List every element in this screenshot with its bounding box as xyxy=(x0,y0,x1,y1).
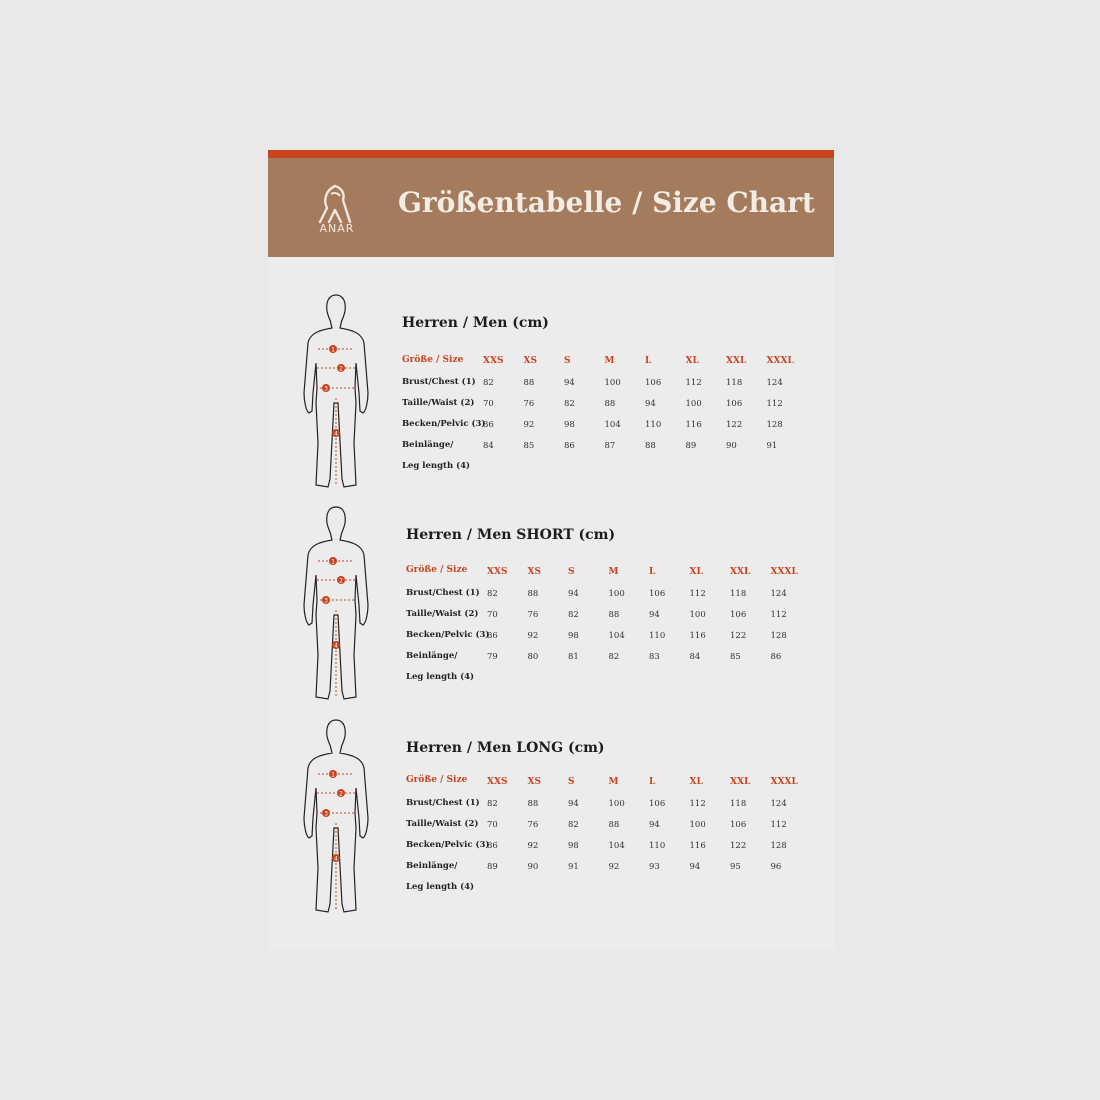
table-cell: 96 xyxy=(770,862,782,872)
logo-text: ANAR xyxy=(319,222,355,235)
size-column-header: L xyxy=(649,567,656,577)
size-column-header: XL xyxy=(689,567,703,577)
table-cell: 124 xyxy=(770,799,787,809)
row-label: Taille/Waist (2) xyxy=(406,609,479,619)
table-cell: 128 xyxy=(766,420,783,430)
table-cell: 91 xyxy=(766,441,778,451)
size-header-label: Größe / Size xyxy=(406,775,468,785)
table-cell: 100 xyxy=(689,820,706,830)
table-cell: 80 xyxy=(527,652,539,662)
size-section-men-long xyxy=(268,718,834,928)
table-cell: 110 xyxy=(645,420,662,430)
table-cell: 93 xyxy=(649,862,660,872)
table-cell: 90 xyxy=(726,441,737,451)
table-cell: 104 xyxy=(608,841,625,851)
table-cell: 94 xyxy=(649,820,660,830)
table-cell: 86 xyxy=(483,420,494,430)
table-cell: 100 xyxy=(608,799,625,809)
section-title: Herren / Men LONG (cm) xyxy=(406,740,605,756)
table-cell: 100 xyxy=(689,610,706,620)
table-cell: 122 xyxy=(730,841,747,851)
size-column-header: XXL xyxy=(730,567,751,577)
body-figure-icon xyxy=(296,293,386,493)
table-cell: 92 xyxy=(608,862,620,872)
table-cell: 106 xyxy=(645,378,662,388)
size-column-header: XXXL xyxy=(766,356,794,366)
row-label: Taille/Waist (2) xyxy=(402,398,475,408)
row-label: Brust/Chest (1) xyxy=(406,588,480,598)
size-column-header: S xyxy=(564,356,571,366)
size-column-header: XXS xyxy=(487,567,508,577)
size-column-header: S xyxy=(568,567,575,577)
table-cell: 128 xyxy=(770,631,787,641)
measure-marker-label: 1 xyxy=(331,771,335,779)
row-label: Becken/Pelvic (3) xyxy=(406,840,490,850)
table-cell: 116 xyxy=(689,841,706,851)
table-cell: 88 xyxy=(604,399,616,409)
size-column-header: L xyxy=(649,777,656,787)
size-column-header: XXS xyxy=(483,356,504,366)
row-label: Beinlänge/ xyxy=(402,440,454,450)
table-cell: 124 xyxy=(766,378,783,388)
table-cell: 89 xyxy=(685,441,697,451)
table-cell: 94 xyxy=(568,589,579,599)
table-cell: 86 xyxy=(770,652,782,662)
size-column-header: XXL xyxy=(726,356,747,366)
section-title: Herren / Men (cm) xyxy=(402,315,549,331)
table-cell: 92 xyxy=(527,841,539,851)
table-cell: 112 xyxy=(766,399,783,409)
table-cell: 92 xyxy=(527,631,539,641)
table-cell: 82 xyxy=(608,652,620,662)
size-section-men-short xyxy=(268,505,834,715)
table-cell: 112 xyxy=(689,799,706,809)
measure-marker-label: 4 xyxy=(334,430,338,438)
table-cell: 89 xyxy=(487,862,498,872)
row-label: Brust/Chest (1) xyxy=(402,377,476,387)
measure-marker-label: 2 xyxy=(339,577,343,585)
table-cell: 110 xyxy=(649,631,666,641)
size-column-header: XXXL xyxy=(770,777,798,787)
body-figure-icon xyxy=(296,718,386,918)
table-cell: 116 xyxy=(685,420,702,430)
table-cell: 82 xyxy=(487,589,498,599)
table-cell: 85 xyxy=(730,652,741,662)
size-column-header: M xyxy=(604,356,615,366)
table-cell: 86 xyxy=(487,841,498,851)
table-cell: 82 xyxy=(564,399,575,409)
row-label: Beinlänge/ xyxy=(406,651,458,661)
row-label: Leg length (4) xyxy=(402,461,471,471)
table-cell: 88 xyxy=(608,820,620,830)
table-cell: 70 xyxy=(483,399,494,409)
measure-marker-label: 2 xyxy=(339,790,343,798)
measure-marker-label: 1 xyxy=(331,346,335,354)
row-label: Becken/Pelvic (3) xyxy=(402,419,486,429)
table-cell: 98 xyxy=(568,631,579,641)
table-cell: 98 xyxy=(568,841,579,851)
size-column-header: XL xyxy=(685,356,699,366)
body-outline-icon xyxy=(296,293,386,493)
table-cell: 106 xyxy=(726,399,743,409)
table-cell: 84 xyxy=(689,652,701,662)
table-cell: 91 xyxy=(568,862,579,872)
table-cell: 128 xyxy=(770,841,787,851)
table-cell: 82 xyxy=(483,378,494,388)
size-header-label: Größe / Size xyxy=(406,565,468,575)
size-column-header: M xyxy=(608,777,619,787)
size-column-header: XXXL xyxy=(770,567,798,577)
row-label: Becken/Pelvic (3) xyxy=(406,630,490,640)
table-cell: 94 xyxy=(564,378,575,388)
table-cell: 104 xyxy=(604,420,621,430)
table-cell: 92 xyxy=(523,420,535,430)
table-cell: 104 xyxy=(608,631,625,641)
table-cell: 118 xyxy=(726,378,743,388)
table-cell: 86 xyxy=(487,631,498,641)
table-cell: 70 xyxy=(487,610,498,620)
table-cell: 106 xyxy=(730,820,747,830)
row-label: Taille/Waist (2) xyxy=(406,819,479,829)
table-cell: 76 xyxy=(527,820,539,830)
body-figure-icon xyxy=(296,505,386,705)
header-banner xyxy=(268,158,834,257)
page-title: Größentabelle / Size Chart xyxy=(398,186,815,219)
table-cell: 94 xyxy=(568,799,579,809)
table-cell: 100 xyxy=(608,589,625,599)
table-cell: 118 xyxy=(730,589,747,599)
table-cell: 87 xyxy=(604,441,616,451)
table-cell: 94 xyxy=(689,862,701,872)
table-cell: 122 xyxy=(726,420,743,430)
table-cell: 112 xyxy=(689,589,706,599)
size-column-header: L xyxy=(645,356,652,366)
table-cell: 76 xyxy=(523,399,535,409)
table-cell: 124 xyxy=(770,589,787,599)
table-cell: 82 xyxy=(568,610,579,620)
table-cell: 94 xyxy=(649,610,660,620)
table-cell: 110 xyxy=(649,841,666,851)
body-outline-icon xyxy=(296,718,386,918)
table-cell: 83 xyxy=(649,652,660,662)
header-accent-bar xyxy=(268,150,834,158)
table-cell: 88 xyxy=(527,799,539,809)
measure-marker-label: 3 xyxy=(324,597,328,605)
table-cell: 116 xyxy=(689,631,706,641)
table-cell: 98 xyxy=(564,420,575,430)
table-cell: 90 xyxy=(527,862,539,872)
table-cell: 122 xyxy=(730,631,747,641)
table-cell: 112 xyxy=(770,820,787,830)
size-column-header: XXS xyxy=(487,777,508,787)
measure-marker-label: 3 xyxy=(324,810,328,818)
size-column-header: XXL xyxy=(730,777,751,787)
table-cell: 76 xyxy=(527,610,539,620)
table-cell: 88 xyxy=(645,441,656,451)
body-outline-icon xyxy=(296,505,386,705)
measure-marker-label: 4 xyxy=(334,855,338,863)
table-cell: 106 xyxy=(649,799,666,809)
table-cell: 82 xyxy=(487,799,498,809)
table-cell: 112 xyxy=(770,610,787,620)
measure-marker-label: 3 xyxy=(324,385,328,393)
size-section-men xyxy=(268,293,834,503)
measure-marker-label: 1 xyxy=(331,558,335,566)
table-cell: 106 xyxy=(649,589,666,599)
table-cell: 106 xyxy=(730,610,747,620)
table-cell: 86 xyxy=(564,441,575,451)
size-column-header: XL xyxy=(689,777,703,787)
table-cell: 95 xyxy=(730,862,741,872)
table-cell: 82 xyxy=(568,820,579,830)
size-column-header: XS xyxy=(523,356,537,366)
table-cell: 88 xyxy=(523,378,535,388)
size-column-header: XS xyxy=(527,567,541,577)
row-label: Brust/Chest (1) xyxy=(406,798,480,808)
table-cell: 112 xyxy=(685,378,702,388)
measure-marker-label: 2 xyxy=(339,365,343,373)
table-cell: 100 xyxy=(685,399,702,409)
row-label: Leg length (4) xyxy=(406,882,475,892)
table-cell: 88 xyxy=(608,610,620,620)
size-column-header: M xyxy=(608,567,619,577)
table-cell: 94 xyxy=(645,399,656,409)
table-cell: 81 xyxy=(568,652,579,662)
table-cell: 88 xyxy=(527,589,539,599)
measure-marker-label: 4 xyxy=(334,642,338,650)
row-label: Leg length (4) xyxy=(406,672,475,682)
table-cell: 85 xyxy=(523,441,535,451)
size-header-label: Größe / Size xyxy=(402,355,464,365)
size-chart-sheet xyxy=(268,150,834,950)
section-title: Herren / Men SHORT (cm) xyxy=(406,527,616,543)
table-cell: 100 xyxy=(604,378,621,388)
row-label: Beinlänge/ xyxy=(406,861,458,871)
table-cell: 79 xyxy=(487,652,498,662)
table-cell: 84 xyxy=(483,441,494,451)
table-cell: 70 xyxy=(487,820,498,830)
table-cell: 118 xyxy=(730,799,747,809)
size-column-header: S xyxy=(568,777,575,787)
size-column-header: XS xyxy=(527,777,541,787)
